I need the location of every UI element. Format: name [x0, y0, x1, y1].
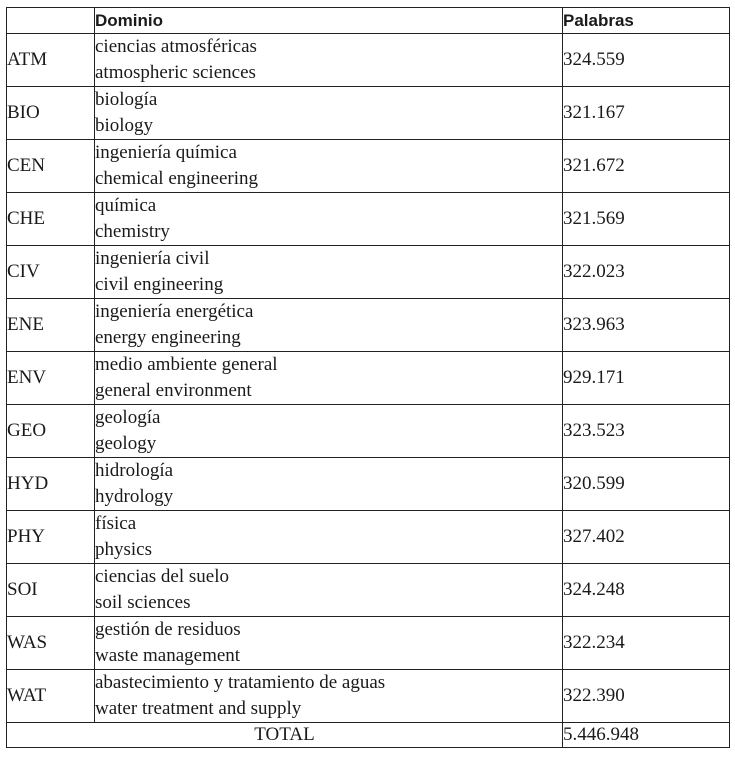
word-count: 327.402	[563, 511, 730, 564]
table-row	[7, 299, 730, 352]
domain-code: HYD	[7, 458, 95, 511]
domain-name-english: water treatment and supply	[95, 698, 302, 719]
domain-name-spanish: hidrología	[95, 460, 174, 481]
domain-code: ATM	[7, 34, 95, 87]
domain-name-spanish: física	[95, 513, 137, 534]
domain-word-count-table	[6, 7, 730, 748]
domain-name-cell	[95, 405, 563, 458]
domain-name-cell	[95, 299, 563, 352]
table-row	[7, 405, 730, 458]
domain-name-spanish: ciencias atmosféricas	[95, 36, 257, 57]
domain-name-english: energy engineering	[95, 327, 241, 348]
table-row	[7, 511, 730, 564]
domain-name-cell	[95, 352, 563, 405]
domain-name-cell	[95, 511, 563, 564]
domain-code: CHE	[7, 193, 95, 246]
domain-name-spanish: gestión de residuos	[95, 619, 241, 640]
table-row	[7, 564, 730, 617]
word-count: 323.523	[563, 405, 730, 458]
domain-name-english: chemical engineering	[95, 168, 259, 189]
domain-name-english: civil engineering	[95, 274, 224, 295]
domain-code: SOI	[7, 564, 95, 617]
domain-code: WAS	[7, 617, 95, 670]
table-row	[7, 352, 730, 405]
domain-name-spanish: ingeniería civil	[95, 248, 210, 269]
domain-name-spanish: ingeniería química	[95, 142, 237, 163]
domain-code: ENE	[7, 299, 95, 352]
total-label: TOTAL	[7, 723, 563, 748]
table-row	[7, 193, 730, 246]
table-body	[7, 34, 730, 748]
table-row	[7, 458, 730, 511]
word-count: 324.559	[563, 34, 730, 87]
table-row	[7, 34, 730, 87]
word-count: 929.171	[563, 352, 730, 405]
domain-name-spanish: medio ambiente general	[95, 354, 278, 375]
word-count: 321.672	[563, 140, 730, 193]
domain-name-spanish: ingeniería energética	[95, 301, 254, 322]
header-row	[7, 8, 730, 34]
table-row	[7, 617, 730, 670]
domain-code: ENV	[7, 352, 95, 405]
word-count: 323.963	[563, 299, 730, 352]
domain-code: WAT	[7, 670, 95, 723]
header-words-cell: Palabras	[563, 8, 730, 34]
domain-name-english: physics	[95, 539, 152, 560]
domain-name-cell	[95, 617, 563, 670]
domain-name-spanish: abastecimiento y tratamiento de aguas	[95, 672, 386, 693]
word-count: 322.234	[563, 617, 730, 670]
domain-code: GEO	[7, 405, 95, 458]
header-domain-cell: Dominio	[95, 8, 563, 34]
domain-name-cell	[95, 564, 563, 617]
domain-name-english: chemistry	[95, 221, 170, 242]
domain-name-cell	[95, 34, 563, 87]
domain-name-spanish: ciencias del suelo	[95, 566, 230, 587]
domain-code: CEN	[7, 140, 95, 193]
domain-name-english: waste management	[95, 645, 241, 666]
domain-code: BIO	[7, 87, 95, 140]
word-count: 324.248	[563, 564, 730, 617]
table-row	[7, 87, 730, 140]
word-count: 320.599	[563, 458, 730, 511]
domain-name-cell	[95, 193, 563, 246]
domain-name-spanish: química	[95, 195, 157, 216]
domain-name-cell	[95, 140, 563, 193]
domain-name-cell	[95, 458, 563, 511]
domain-name-cell	[95, 670, 563, 723]
domain-code: PHY	[7, 511, 95, 564]
total-row	[7, 723, 730, 748]
domain-name-english: geology	[95, 433, 157, 454]
domain-name-english: atmospheric sciences	[95, 62, 256, 83]
domain-name-english: general environment	[95, 380, 252, 401]
table-row	[7, 670, 730, 723]
table-row	[7, 246, 730, 299]
domain-name-english: biology	[95, 115, 154, 136]
domain-name-cell	[95, 87, 563, 140]
domain-code: CIV	[7, 246, 95, 299]
word-count: 322.390	[563, 670, 730, 723]
domain-name-english: soil sciences	[95, 592, 191, 613]
domain-name-english: hydrology	[95, 486, 174, 507]
word-count: 321.569	[563, 193, 730, 246]
table-row	[7, 140, 730, 193]
domain-name-spanish: geología	[95, 407, 161, 428]
header-code-cell	[7, 8, 95, 34]
domain-name-cell	[95, 246, 563, 299]
word-count: 321.167	[563, 87, 730, 140]
word-count: 322.023	[563, 246, 730, 299]
domain-name-spanish: biología	[95, 89, 158, 110]
total-words: 5.446.948	[563, 723, 730, 748]
